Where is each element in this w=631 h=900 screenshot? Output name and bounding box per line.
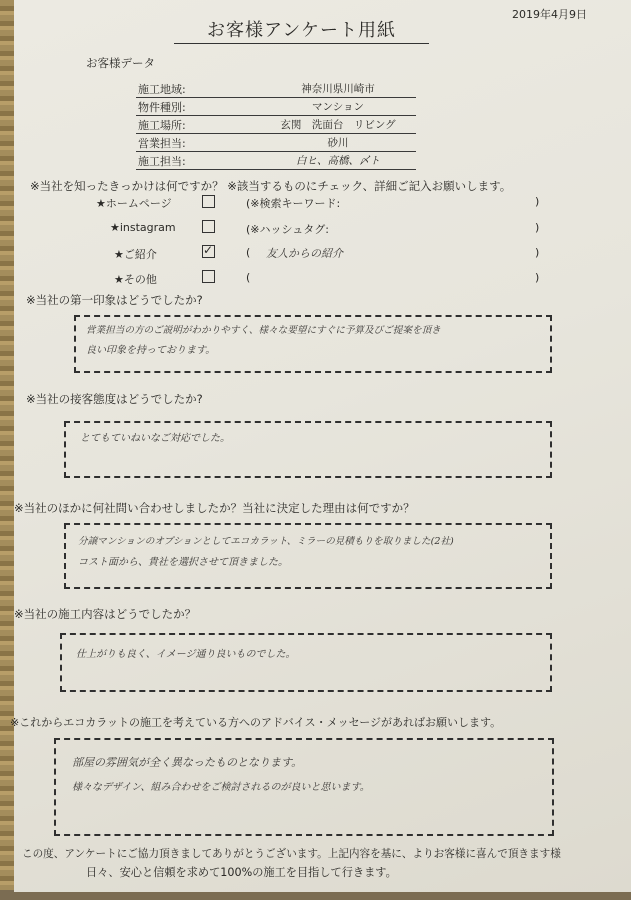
customer-data-row (136, 80, 416, 98)
q5-question: ※当社の施工内容はどうでしたか？ (14, 607, 197, 621)
answer-line: 仕上がりも良く、イメージ通り良いものでした。 (76, 649, 296, 660)
option-detail: (※検索キーワード: (246, 197, 341, 210)
answer-line: 部屋の雰囲気が全く異なったものとなります。 (72, 756, 303, 769)
check-mark-icon: ✓ (203, 243, 214, 257)
option-close: ) (535, 221, 540, 234)
answer-line: 営業担当の方のご説明がわかりやすく、様々な要望にすぐに予算及びご提案を頂き (86, 325, 441, 336)
option-label: ★ホームページ (96, 197, 172, 210)
option-label: ★instagram (110, 221, 176, 234)
q6-question: ※これからエコカラットの施工を考えている方へのアドバイス・メッセージがあればお願いします。 (10, 716, 502, 729)
option-label: ★その他 (114, 273, 157, 286)
row-value: マンション (258, 98, 416, 116)
answer-line: 良い印象を持っております。 (86, 345, 216, 356)
q3-answer-box[interactable] (64, 421, 552, 478)
customer-data-row (136, 116, 416, 134)
q2-answer-box[interactable] (74, 315, 552, 373)
q5-answer-box[interactable] (60, 633, 552, 692)
option-answer: 友人からの紹介 (266, 247, 343, 260)
footer-line-2: 日々、安心と信頼を求めて100%の施工を目指して行きます。 (86, 866, 397, 879)
option-checkbox-checked[interactable] (202, 245, 215, 258)
option-checkbox[interactable] (202, 220, 215, 233)
option-detail: ( (246, 271, 251, 284)
row-label: 営業担当: (136, 134, 258, 152)
row-value: 砂川 (258, 134, 416, 152)
answer-line: とてもていねいなご対応でした。 (80, 433, 230, 444)
option-detail: ( (246, 246, 251, 259)
option-detail: (※ハッシュタグ: (246, 223, 329, 236)
option-label: ★ご紹介 (114, 248, 157, 261)
customer-data-row (136, 152, 416, 170)
customer-data-row (136, 98, 416, 116)
row-label: 施工地域: (136, 80, 258, 98)
q6-answer-box[interactable] (54, 738, 554, 836)
survey-date: 2019年4月9日 (512, 8, 587, 21)
option-close: ) (535, 246, 540, 259)
answer-line: コスト面から、貴社を選択させて頂きました。 (78, 557, 288, 568)
customer-data-row (136, 134, 416, 152)
row-label: 物件種別: (136, 98, 258, 116)
option-checkbox[interactable] (202, 270, 215, 283)
q3-question: ※当社の接客態度はどうでしたか? (26, 392, 203, 406)
option-checkbox[interactable] (202, 195, 215, 208)
row-value: 神奈川県川崎市 (258, 80, 416, 98)
survey-title: お客様アンケート用紙 (174, 16, 429, 44)
q1-question: ※当社を知ったきっかけは何ですか？ ※該当するものにチェック、詳細ご記入お願いします。 (30, 179, 512, 193)
option-close: ) (535, 271, 540, 284)
option-close: ) (535, 195, 540, 208)
answer-line: 分譲マンションのオプションとしてエコカラット、ミラーの見積もりを取りました(2社) (78, 536, 454, 547)
q4-question: ※当社のほかに何社問い合わせしましたか？当社に決定した理由は何ですか？ (14, 501, 415, 515)
answer-line: 様々なデザイン、組み合わせをご検討されるのが良いと思います。 (72, 782, 370, 793)
row-label: 施工担当: (136, 152, 258, 170)
survey-sheet (10, 0, 631, 892)
customer-data-table (136, 80, 416, 170)
footer-line-1: この度、アンケートにご協力頂きましてありがとうございます。上記内容を基に、よりお客様に喜んで頂きます様 (22, 848, 561, 860)
customer-data-heading: お客様データ (86, 56, 155, 70)
row-value: 玄関 洗面台 リビング (258, 116, 416, 134)
row-value: 白ヒ、高橋、〆ト (258, 152, 416, 170)
q2-question: ※当社の第一印象はどうでしたか? (26, 293, 203, 307)
row-label: 施工場所: (136, 116, 258, 134)
q4-answer-box[interactable] (64, 523, 552, 589)
